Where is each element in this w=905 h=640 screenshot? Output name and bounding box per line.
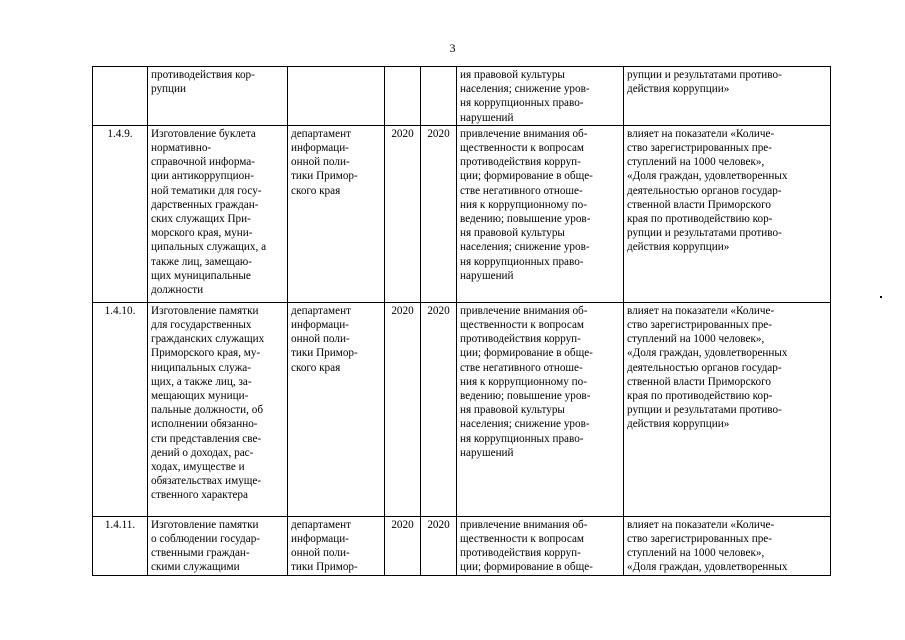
- cell-year-start: 2020: [385, 516, 421, 575]
- cell-year-start: 2020: [385, 302, 421, 516]
- cell-number: 1.4.9.: [93, 125, 148, 302]
- cell-executor: департамент информаци- онной поли- тики Примор- ского края: [288, 302, 385, 516]
- cell-measure-name: Изготовление буклета нормативно- справочной информа- ции антикоррупцион- ной тематики для госу- дарственных граждан- ских служащих При- морского края, муни- ципальных служащих, а также лиц, замещаю- щих муниципальные должности: [148, 125, 288, 302]
- page-number: 3: [449, 41, 456, 55]
- cell-expected-result: ия правовой культуры населения; снижение уров- ня коррупционных право- нарушений: [457, 67, 624, 126]
- cell-indicator: влияет на показатели «Количе- ство зарегистрированных пре- ступлений на 1000 человек», «Доля граждан, удовлетворенных деятельностью органов государ- ственной власти Приморского края по противодействию кор- рупции и результатами противо- действия коррупции»: [624, 125, 831, 302]
- margin-dot: [880, 296, 882, 298]
- cell-indicator: влияет на показатели «Количе- ство зарегистрированных пре- ступлений на 1000 человек», «Доля граждан, удовлетворенных: [624, 516, 831, 575]
- cell-number: 1.4.10.: [93, 302, 148, 516]
- table-row: [93, 67, 831, 126]
- measures-table: [92, 66, 831, 576]
- cell-number: [93, 67, 148, 126]
- cell-year-start: 2020: [385, 125, 421, 302]
- cell-expected-result: привлечение внимания об- щественности к вопросам противодействия корруп- ции; формирование в обще- стве негативного отноше- ния к коррупционному по- ведению; повышение уров- ня правовой культуры населения; снижение уров- ня коррупционных право- нарушений: [457, 125, 624, 302]
- table-row: [93, 302, 831, 516]
- cell-expected-result: привлечение внимания об- щественности к вопросам противодействия корруп- ции; формирование в обще-: [457, 516, 624, 575]
- cell-executor: [288, 67, 385, 126]
- table-row: [93, 125, 831, 302]
- cell-measure-name: Изготовление памятки о соблюдении государ- ственными граждан- скими служащими: [148, 516, 288, 575]
- cell-year-end: [421, 67, 457, 126]
- table-row: [93, 516, 831, 575]
- cell-executor: департамент информаци- онной поли- тики Примор-: [288, 516, 385, 575]
- cell-indicator: рупции и результатами противо- действия коррупции»: [624, 67, 831, 126]
- cell-expected-result: привлечение внимания об- щественности к вопросам противодействия корруп- ции; формирование в обще- стве негативного отноше- ния к коррупционному по- ведению; повышение уров- ня правовой культуры населения; снижение уров- ня коррупционных право- нарушений: [457, 302, 624, 516]
- cell-indicator: влияет на показатели «Количе- ство зарегистрированных пре- ступлений на 1000 человек», «Доля граждан, удовлетворенных деятельностью органов государ- ственной власти Приморского края по противодействию кор- рупции и результатами противо- действия коррупции»: [624, 302, 831, 516]
- cell-measure-name: противодействия кор- рупции: [148, 67, 288, 126]
- cell-measure-name: Изготовление памятки для государственных гражданских служащих Приморского края, му- ниципальных служа- щих, а также лиц, за- мещающих муници- пальные должности, об исполнении обязанно- сти представления све- дений о доходах, рас- ходах, имуществе и обязательствах имуще- ственного характера: [148, 302, 288, 516]
- cell-number: 1.4.11.: [93, 516, 148, 575]
- cell-year-end: 2020: [421, 516, 457, 575]
- cell-executor: департамент информаци- онной поли- тики Примор- ского края: [288, 125, 385, 302]
- cell-year-end: 2020: [421, 125, 457, 302]
- cell-year-start: [385, 67, 421, 126]
- cell-year-end: 2020: [421, 302, 457, 516]
